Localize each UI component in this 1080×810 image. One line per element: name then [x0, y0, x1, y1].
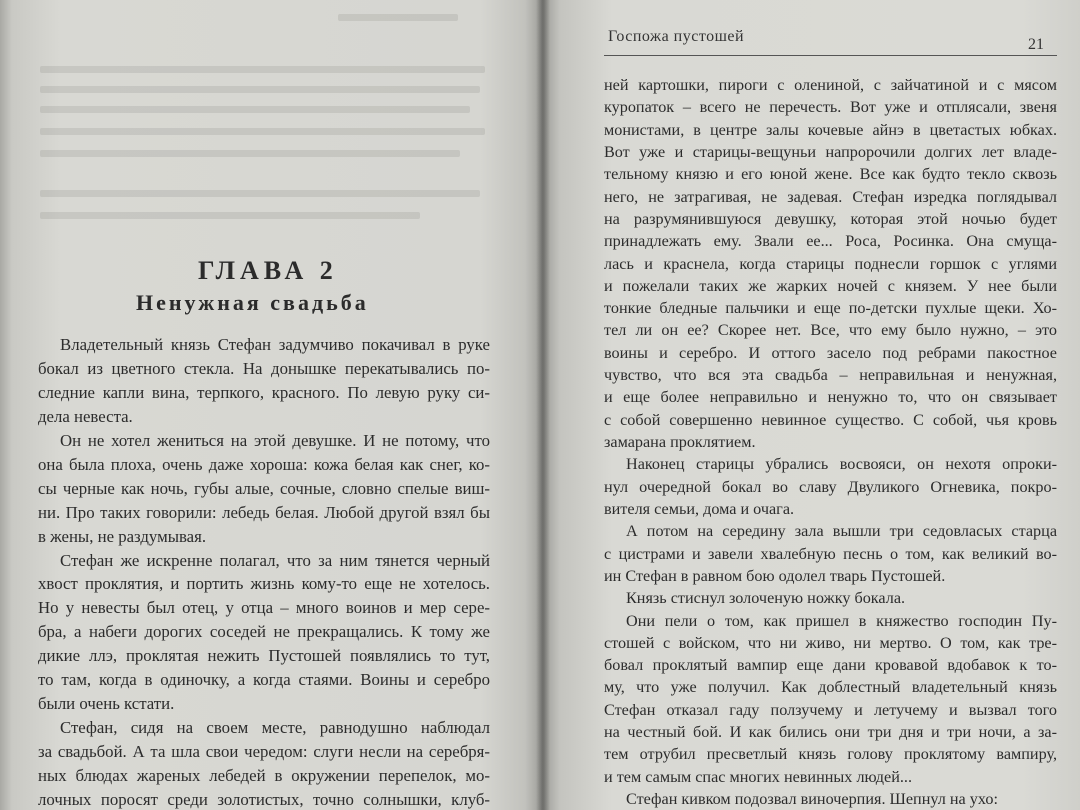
text-line: то там, когда в одиночку, а когда стаями. Воины и серебро — [38, 670, 490, 690]
chapter-title: ГЛАВА 2 — [198, 256, 338, 285]
text-line: ни. Про таких говорили: лебедь белая. Любой другой взял бы — [38, 502, 490, 522]
text-line: замарана проклятием. — [604, 433, 756, 451]
bleed-through-text — [40, 128, 485, 135]
text-line: Наконец старицы убрались восвояси, он нехотя опроки- — [626, 455, 1057, 474]
text-line: куропаток – всего не перечесть. Вот уже и отплясали, звеня — [604, 98, 1057, 117]
text-line: монистами, в центре залы кочевые айнэ в цветастых юбках. — [604, 120, 1057, 139]
bleed-through-text — [40, 150, 460, 157]
text-line: тел ли он ее? Скорее нет. Все, что ему было нужно, – это — [604, 321, 1057, 340]
right-page — [542, 0, 1080, 810]
bleed-through-text — [40, 66, 485, 73]
text-line: бра, а набеги дорогих соседей не прекращались. К тому же — [38, 622, 490, 642]
text-line: хвост проклятия, и портить жизнь кому-то еще не хотелось. — [38, 574, 490, 594]
text-line: чувство, что вся эта свадьба – неправильная и ненужная, — [604, 366, 1057, 385]
text-line: Вот уже и старицы-вещуньи напророчили долгих лет владе- — [604, 142, 1057, 161]
text-line: Владетельный князь Стефан задумчиво покачивал в руке — [60, 335, 490, 354]
text-line: тельному князю и его юной жене. Все как будто текло сквозь — [604, 165, 1057, 184]
text-line: дикие ллэ, проклятая нежить Пустошей появлялись то тут, — [38, 646, 490, 666]
text-line: воины и серебро. И оттого засело под ребрами пакостное — [604, 343, 1057, 362]
text-line: в жены, не раздумывая. — [38, 526, 207, 546]
text-line: Стефан кивком подозвал виночерпия. Шепнул на ухо: — [626, 790, 998, 808]
text-line: ней картошки, пироги с олениной, с зайчатиной и с мясом — [604, 76, 1057, 94]
text-line: и еще более неправильно и ненужно то, что он связывает — [604, 388, 1057, 407]
text-line: лочных поросят среди золотистых, точно солнышки, клуб- — [38, 790, 490, 809]
text-line: лась и краснела, когда старицы поднесли горшок с углями — [604, 254, 1057, 273]
bleed-through-text — [338, 14, 458, 21]
page-number: 21 — [1028, 36, 1044, 53]
text-line: стошей с войском, что ни живо, ни мертво. О том, как тре- — [604, 633, 1057, 652]
running-title: Госпожа пустошей — [608, 28, 745, 45]
text-line: на честный бой. И как бились они три дня и три ночи, а за- — [604, 723, 1057, 742]
text-line: и пожелали таких же жарких ночей с князем. У нее были — [604, 276, 1057, 295]
text-line: А потом на середину зала вышли три седовласых старца — [626, 522, 1057, 541]
text-line: Стефан отказал гаду ползучему и летучему и вызвал того — [604, 700, 1057, 719]
text-line: Князь стиснул золоченую ножку бокала. — [626, 589, 906, 608]
text-line: бовал проклятый вампир еще дани кровавой вдобавок к то- — [604, 656, 1057, 675]
text-line: за свадьбой. А та шла свои чередом: слуги несли на серебря- — [38, 742, 490, 762]
text-line: ных блюдах жареных лебедей в окружении перепелок, мо- — [38, 766, 490, 786]
text-line: ин Стефан в равном бою одолел тварь Пустошей. — [604, 566, 946, 585]
text-line: Но у невесты был отец, у отца – много воинов и мер сере- — [38, 598, 490, 618]
text-line: следние капли вина, терпкого, красного. По левую руку си- — [38, 382, 490, 402]
header-rule — [604, 55, 1057, 56]
text-line: принадлежать ему. Звали ее... Роса, Росинка. Она смуща- — [604, 232, 1057, 251]
text-line: тем отрубил пресветлый князь голову проклятому вампиру, — [604, 745, 1057, 764]
text-line: него, не затрагивая, не задевая. Стефан изредка поглядывал — [604, 187, 1057, 206]
text-line: Стефан же искренне полагал, что за ним тянется черный — [60, 550, 490, 570]
text-line: на разрумянившуюся девушку, которая этой ночью будет — [604, 209, 1057, 228]
bleed-through-text — [40, 190, 480, 197]
text-line: бокал из цветного стекла. На донышке перекатывались по- — [38, 358, 490, 378]
text-line: Стефан, сидя на своем месте, равнодушно наблюдал — [60, 718, 490, 738]
bleed-through-text — [40, 106, 470, 113]
text-line: с цистрами и завели хвалебную песнь о том, как великий во- — [604, 544, 1057, 563]
text-line: сы черные как ночь, губы алые, сочные, словно спелые виш- — [38, 478, 490, 498]
text-line: нул очередной бокал во славу Двуликого Огневика, покро- — [604, 477, 1057, 496]
text-line: она была плоха, очень даже хороша: кожа белая как снег, ко- — [38, 454, 490, 474]
text-line: и тем самым спас многих невинных людей... — [604, 767, 913, 786]
text-line: Он не хотел жениться на этой девушке. И не потому, что — [60, 430, 490, 450]
text-line: были очень кстати. — [38, 694, 175, 714]
bleed-through-text — [40, 86, 480, 93]
text-line: с собой совершенно невинное существо. С собой, чья кровь — [604, 410, 1057, 429]
book-gutter — [536, 0, 550, 810]
text-line: Они пели о том, как пришел в княжество господин Пу- — [626, 611, 1057, 630]
text-line: дела невеста. — [38, 406, 133, 426]
chapter-subtitle: Ненужная свадьба — [136, 290, 369, 315]
text-line: вителя семьи, дома и очага. — [604, 499, 795, 518]
bleed-through-text — [40, 212, 420, 219]
text-line: тонкие бледные пальчики и еще по-детски пухлые щеки. Хо- — [604, 299, 1057, 318]
text-line: му, что уже получил. Как доблестный владетельный князь — [604, 678, 1057, 697]
